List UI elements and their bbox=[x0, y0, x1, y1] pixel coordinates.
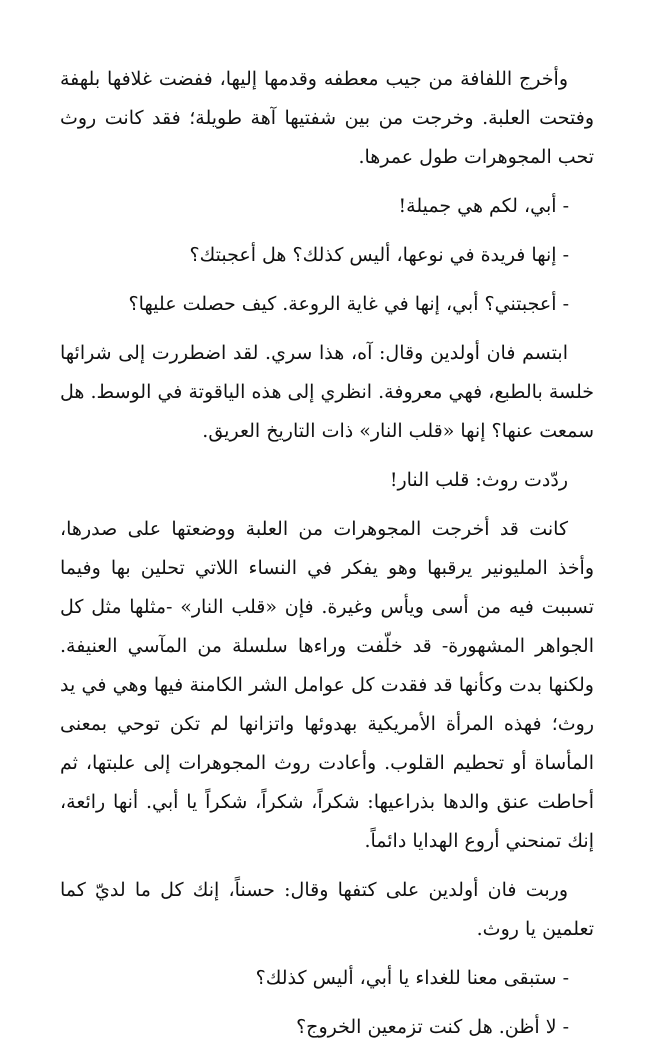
paragraph-heart-of-fire: كانت قد أخرجت المجوهرات من العلبة ووضعتها على صدرها، وأخذ المليونير يرقبها وهو يفكر في النساء اللاتي تحلين بها وفيما تسببت فيه من أسى ويأس وغيرة. فإن «قلب النار» -مثلها مثل كل الجواهر المشهورة- قد خلّفت وراءها سلسلة من المآسي العنيفة. ولكنها بدت وكأنها قد فقدت كل عوامل الشر الكامنة فيها وهي في يد روث؛ فهذه المرأة الأمريكية بهدوئها واتزانها لم تكن توحي بمعنى المأساة أو تحطيم القلوب. وأعادت روث المجوهرات إلى علبتها، ثم أحاطت عنق والدها بذراعيها: شكراً، شكراً، شكراً يا أبي. أنها رائعة، إنك تمنحني أروع الهدايا دائماً. bbox=[60, 518, 594, 852]
dialog-line-4: - ستبقى معنا للغداء يا أبي، أليس كذلك؟ bbox=[255, 967, 569, 989]
paragraph-opening: وأخرج اللفافة من جيب معطفه وقدمها إليها، ففضت غلافها بلهفة وفتحت العلبة. وخرجت من بين شفتيها آهة طويلة؛ فقد كانت روث تحب المجوهرات طول عمرها. bbox=[60, 68, 594, 168]
paragraph-pat-shoulder: وربت فان أولدين على كتفها وقال: حسناً، إنك كل ما لديّ كما تعلمين يا روث. bbox=[60, 879, 594, 940]
dialog-line-1: - أبي، لكم هي جميلة! bbox=[398, 195, 569, 217]
dialog-line-3: - أعجبتني؟ أبي، إنها في غاية الروعة. كيف حصلت عليها؟ bbox=[128, 293, 569, 315]
paragraph-van-olden-smile: ابتسم فان أولدين وقال: آه، هذا سري. لقد اضطررت إلى شرائها خلسة بالطبع، فهي معروفة. انظري إلى هذه الياقوتة في الوسط. هل سمعت عنها؟ إنها «قلب النار» ذات التاريخ العريق. bbox=[60, 342, 594, 442]
paragraph-ruth-echo: ردّدت روث: قلب النار! bbox=[389, 469, 568, 491]
dialog-line-2: - إنها فريدة في نوعها، أليس كذلك؟ هل أعجبتك؟ bbox=[189, 244, 569, 266]
dialog-line-5: - لا أظن. هل كنت تزمعين الخروج؟ bbox=[296, 1016, 569, 1038]
